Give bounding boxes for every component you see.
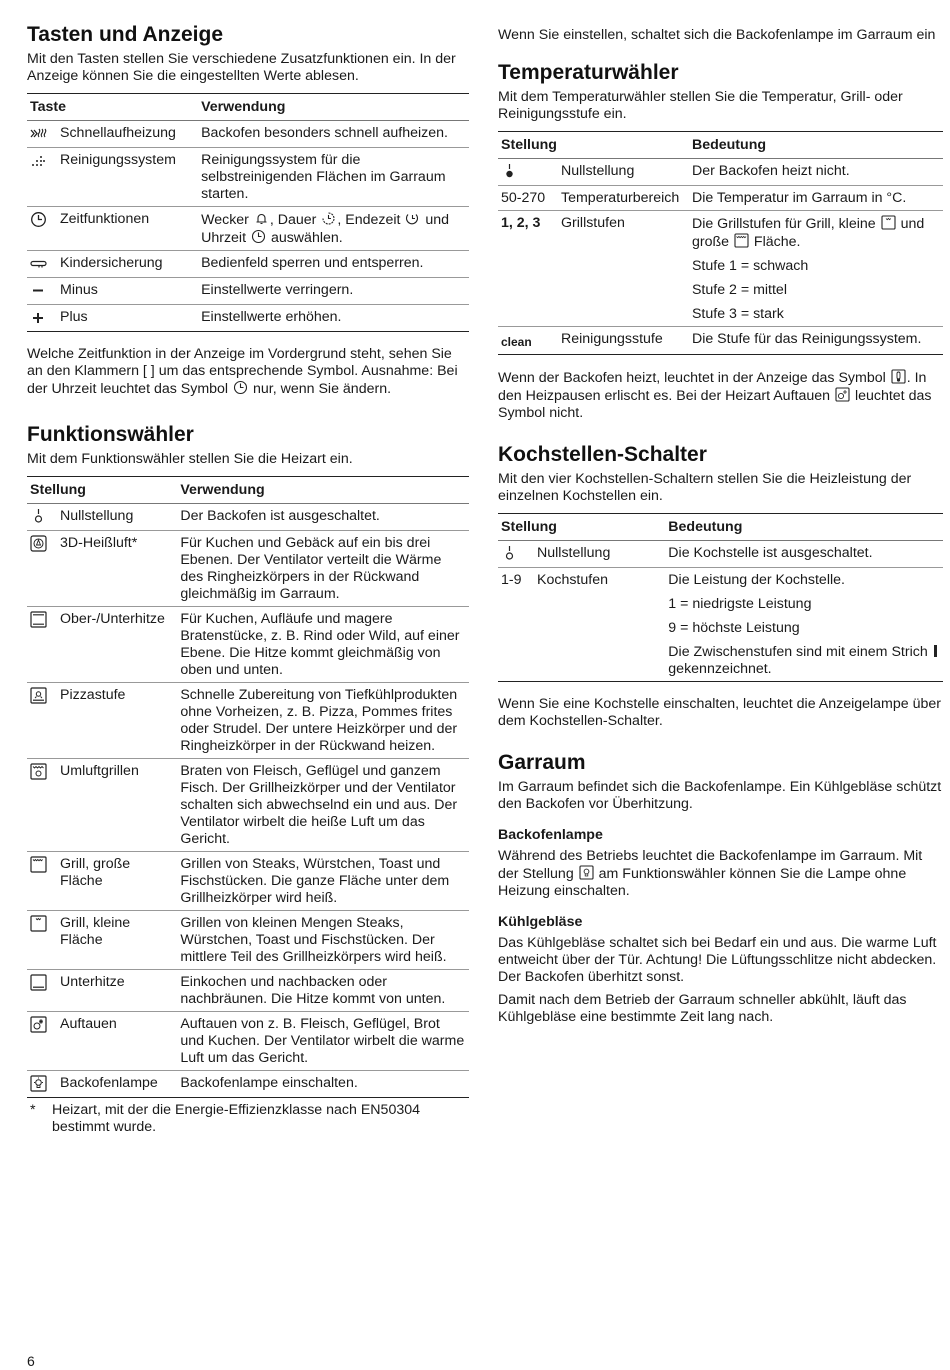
funktion-use: Braten von Fleisch, Geflügel und ganzem Fisch. Der Grillheizkörper und der Ventilator schalten sich abwechselnd ein und aus. Der Ventilator wirbelt die heiße Luft um das Gericht.	[177, 759, 469, 852]
funktion-use: Auftauen von z. B. Fleisch, Geflügel, Brot und Kuchen. Der Ventilator wirbelt die warme Luft um das Gericht.	[177, 1012, 469, 1071]
funktion-name: Nullstellung	[58, 504, 177, 531]
table-row	[27, 759, 469, 852]
temperatur-table	[498, 131, 943, 355]
funktion-name: Grill, kleine Fläche	[58, 911, 177, 970]
convection-grill-icon	[30, 763, 47, 780]
funktion-header-verwendung: Verwendung	[177, 477, 469, 504]
text-part: gekennzeichnet.	[668, 661, 772, 677]
text-part: . In den Heizpausen erlischt es. Bei der Heizart Auftauen	[498, 370, 927, 404]
text-block	[692, 215, 940, 251]
null-position-icon	[501, 545, 518, 562]
funktion-name: Grill, große Fläche	[58, 852, 177, 911]
text-line: Stufe 2 = mittel	[691, 282, 787, 298]
funktion-name: Umluftgrillen	[58, 759, 177, 852]
page-number: 6	[27, 1353, 35, 1369]
table-row	[27, 251, 469, 278]
tasten-use: Backofen besonders schnell aufheizen.	[198, 121, 469, 148]
kochstellen-name: Nullstellung	[535, 541, 665, 568]
tasten-header-verwendung: Verwendung	[198, 94, 469, 121]
grill-large-icon	[30, 856, 47, 873]
oven-lamp-icon	[579, 865, 594, 880]
text-part: und Uhrzeit	[201, 212, 450, 246]
section-title-funktion: Funktionswähler	[27, 423, 194, 446]
quick-heat-icon	[30, 125, 47, 142]
kochstellen-header-stellung: Stellung	[498, 514, 665, 541]
table-row	[27, 683, 469, 759]
defrost-icon	[30, 1016, 47, 1033]
bottom-heat-icon	[30, 974, 47, 991]
text-line: Die Leistung der Kochstelle.	[668, 572, 845, 588]
right-top-text: Wenn Sie einstellen, schaltet sich die Backofenlampe im Garraum ein	[498, 27, 936, 43]
table-row	[498, 541, 943, 568]
temperatur-key: 1, 2, 3	[498, 211, 559, 327]
table-row	[27, 852, 469, 911]
temperatur-intro: Mit dem Temperaturwähler stellen Sie die Temperatur, Grill- oder Reinigungsstufe ein.	[498, 89, 903, 122]
table-row	[27, 911, 469, 970]
left-column	[27, 22, 469, 1136]
text-line: 1 = niedrigste Leistung	[668, 596, 812, 612]
tasten-use: Reinigungssystem für die selbstreinigenden Flächen im Garraum starten.	[198, 148, 469, 207]
right-column	[498, 27, 943, 1032]
funktion-name: 3D-Heißluft*	[58, 531, 177, 607]
funktion-intro: Mit dem Funktionswähler stellen Sie die Heizart ein.	[27, 451, 353, 467]
oven-lamp-icon	[30, 1075, 47, 1092]
temperatur-use: Die Temperatur im Garraum in °C.	[689, 186, 943, 211]
grill-small-icon	[30, 915, 47, 932]
minus-icon	[30, 282, 47, 299]
funktion-use: Für Kuchen und Gebäck auf ein bis drei Ebenen. Der Ventilator verteilt die Wärme des Ringheizkörpers in der Rückwand gleichmäßig im Garraum.	[177, 531, 469, 607]
footnote-star: *	[30, 1102, 36, 1118]
clock-icon	[30, 211, 47, 228]
table-row	[27, 1012, 469, 1071]
table-row	[27, 504, 469, 531]
tasten-name: Schnellaufheizung	[58, 121, 198, 148]
table-row	[498, 211, 943, 327]
table-row	[27, 148, 469, 207]
hot-air-3d-icon	[30, 535, 47, 552]
kochstellen-table	[498, 513, 943, 682]
text-part: Fläche.	[753, 234, 801, 250]
end-time-icon	[405, 211, 420, 226]
funktion-name: Pizzastufe	[58, 683, 177, 759]
tasten-use	[198, 207, 469, 251]
text-line: Stufe 1 = schwach	[691, 258, 809, 274]
table-row	[27, 970, 469, 1012]
table-row	[498, 186, 943, 211]
table-row	[27, 531, 469, 607]
kochstellen-after-text: Wenn Sie eine Kochstelle einschalten, leuchtet die Anzeigelampe über dem Kochstellen-Schalter.	[498, 696, 941, 729]
pizza-setting-icon	[30, 687, 47, 704]
text-part: Die Zwischenstufen sind mit einem Strich	[668, 644, 928, 660]
funktion-use: Schnelle Zubereitung von Tiefkühlprodukten ohne Vorheizen, z. B. Pizza, Pommes frites oder Strudel. Der untere Heizkörper und der Ringheizkörper in der Rückwand heizen.	[177, 683, 469, 759]
funktion-name: Auftauen	[58, 1012, 177, 1071]
text-line: Stufe 3 = stark	[691, 306, 784, 322]
tasten-table	[27, 93, 469, 332]
tasten-name: Zeitfunktionen	[58, 207, 198, 251]
table-row	[27, 121, 469, 148]
text-part: nur, wenn Sie ändern.	[253, 381, 392, 397]
funktion-header-stellung: Stellung	[27, 477, 177, 504]
subsection-title-kuehlgeblaese: Kühlgebläse	[498, 914, 583, 930]
duration-icon	[321, 211, 336, 226]
text-part: , Endezeit	[337, 212, 401, 228]
temperatur-after-text	[498, 369, 943, 422]
tasten-name: Minus	[58, 278, 198, 305]
kochstellen-use	[665, 568, 943, 682]
funktion-use: Grillen von kleinen Mengen Steaks, Würstchen, Toast und Fischstücken. Der mittlere Teil des Grillheizkörpers wird heiß.	[177, 911, 469, 970]
funktion-name: Unterhitze	[58, 970, 177, 1012]
garraum-intro: Im Garraum befindet sich die Backofenlampe. Ein Kühlgebläse schützt den Backofen vor Überhitzung.	[498, 779, 942, 812]
kuehlgeblaese-text-2: Damit nach dem Betrieb der Garraum schneller abkühlt, läuft das Kühlgebläse eine bestimmte Zeit lang nach.	[498, 992, 907, 1025]
table-row	[498, 327, 943, 355]
temperatur-use: Die Stufe für das Reinigungssystem.	[689, 327, 943, 355]
footnote	[27, 1102, 469, 1136]
section-title-garraum: Garraum	[498, 751, 586, 774]
grill-large-icon	[734, 233, 749, 248]
footnote-text: Heizart, mit der die Energie-Effizienzklasse nach EN50304 bestimmt wurde.	[52, 1102, 421, 1135]
clock-icon	[251, 229, 266, 244]
kochstellen-header-bedeutung: Bedeutung	[665, 514, 943, 541]
table-row	[27, 305, 469, 332]
plus-icon	[30, 309, 47, 326]
table-row	[27, 607, 469, 683]
stroke-mark-icon	[934, 645, 937, 657]
funktion-use: Backofenlampe einschalten.	[177, 1071, 469, 1098]
tasten-use: Bedienfeld sperren und entsperren.	[198, 251, 469, 278]
bell-icon	[254, 211, 269, 226]
text-part: Wecker	[201, 212, 249, 228]
tasten-name: Reinigungssystem	[58, 148, 198, 207]
clock-icon	[233, 380, 248, 395]
text-part: leuchtet das Symbol nicht.	[498, 388, 932, 421]
tasten-name: Kindersicherung	[58, 251, 198, 278]
temperatur-name: Reinigungsstufe	[559, 327, 689, 355]
grill-small-icon	[881, 215, 896, 230]
text-part: Während des Betriebs leuchtet die Backofenlampe im Garraum. Mit der Stellung	[498, 848, 923, 882]
section-title-temperatur: Temperaturwähler	[498, 61, 679, 84]
kuehlgeblaese-text-1: Das Kühlgebläse schaltet sich bei Bedarf ein und aus. Die warme Luft entweicht über der Tür. Achtung! Die Lüftungsschlitze nicht abdecken. Der Backofen überhitzt sonst.	[498, 935, 937, 985]
tasten-header-taste: Taste	[27, 94, 198, 121]
text-block	[668, 644, 940, 678]
clean-label: clean	[501, 335, 532, 349]
funktion-name: Backofenlampe	[58, 1071, 177, 1098]
kochstellen-key: 1-9	[498, 568, 535, 682]
funktion-use: Der Backofen ist ausgeschaltet.	[177, 504, 469, 531]
tasten-use: Einstellwerte verringern.	[198, 278, 469, 305]
thermometer-icon	[891, 369, 906, 384]
table-row	[27, 207, 469, 251]
temperatur-use	[689, 211, 943, 327]
tasten-after-text	[27, 346, 469, 398]
cleaning-system-icon	[30, 152, 47, 169]
text-part: am Funktionswähler können Sie die Lampe ohne Heizung einschalten.	[498, 866, 907, 899]
section-title-kochstellen: Kochstellen-Schalter	[498, 443, 707, 466]
table-row	[498, 568, 943, 682]
funktion-table	[27, 476, 469, 1098]
temperatur-header-bedeutung: Bedeutung	[689, 132, 943, 159]
null-position-icon	[30, 508, 47, 525]
tasten-use: Einstellwerte erhöhen.	[198, 305, 469, 332]
kochstellen-name: Kochstufen	[535, 568, 665, 682]
text-part: und große	[691, 216, 925, 250]
temperatur-header-stellung: Stellung	[498, 132, 689, 159]
temperatur-name: Nullstellung	[559, 159, 689, 186]
funktion-use: Einkochen und nachbacken oder nachbräunen. Die Hitze kommt von unten.	[177, 970, 469, 1012]
temperatur-key: 50-270	[498, 186, 559, 211]
section-title-tasten: Tasten und Anzeige	[27, 23, 224, 46]
table-row	[498, 159, 943, 186]
kochstellen-use: Die Kochstelle ist ausgeschaltet.	[665, 541, 943, 568]
subsection-title-backofenlampe: Backofenlampe	[498, 827, 603, 843]
table-row	[27, 1071, 469, 1098]
text-part: Die Grillstufen für Grill, kleine	[691, 216, 876, 232]
text-part: Wenn der Backofen heizt, leuchtet in der Anzeige das Symbol	[498, 370, 886, 386]
tasten-intro: Mit den Tasten stellen Sie verschiedene Zusatzfunktionen ein. In der Anzeige können Sie die eingestellten Werte ablesen.	[27, 51, 456, 84]
text-part: Welche Zeitfunktion in der Anzeige im Vordergrund steht, sehen Sie an den Klammern [ ] um das entsprechende Symbol. Ausnahme: Bei der Uhrzeit leuchtet das Symbol	[27, 346, 458, 397]
text-part: , Dauer	[269, 212, 317, 228]
temperatur-use: Der Backofen heizt nicht.	[689, 159, 943, 186]
temperatur-name: Temperaturbereich	[559, 186, 689, 211]
key-icon	[30, 255, 47, 272]
tasten-name: Plus	[58, 305, 198, 332]
backofenlampe-text	[498, 848, 943, 900]
funktion-use: Grillen von Steaks, Würstchen, Toast und Fischstücken. Die ganze Fläche unter dem Grillheizkörper wird heiß.	[177, 852, 469, 911]
top-bottom-heat-icon	[30, 611, 47, 628]
kochstellen-intro: Mit den vier Kochstellen-Schaltern stellen Sie die Heizleistung der einzelnen Kochstellen ein.	[498, 471, 912, 504]
null-position-filled-icon	[501, 163, 518, 180]
table-row	[27, 278, 469, 305]
funktion-use: Für Kuchen, Aufläufe und magere Bratenstücke, z. B. Rind oder Wild, auf einer Ebene. Die Hitze kommt gleichmäßig von oben und unten.	[177, 607, 469, 683]
funktion-name: Ober-/Unterhitze	[58, 607, 177, 683]
text-part: auswählen.	[270, 230, 343, 246]
temperatur-name: Grillstufen	[559, 211, 689, 327]
text-line: 9 = höchste Leistung	[668, 620, 800, 636]
defrost-icon	[835, 387, 850, 402]
